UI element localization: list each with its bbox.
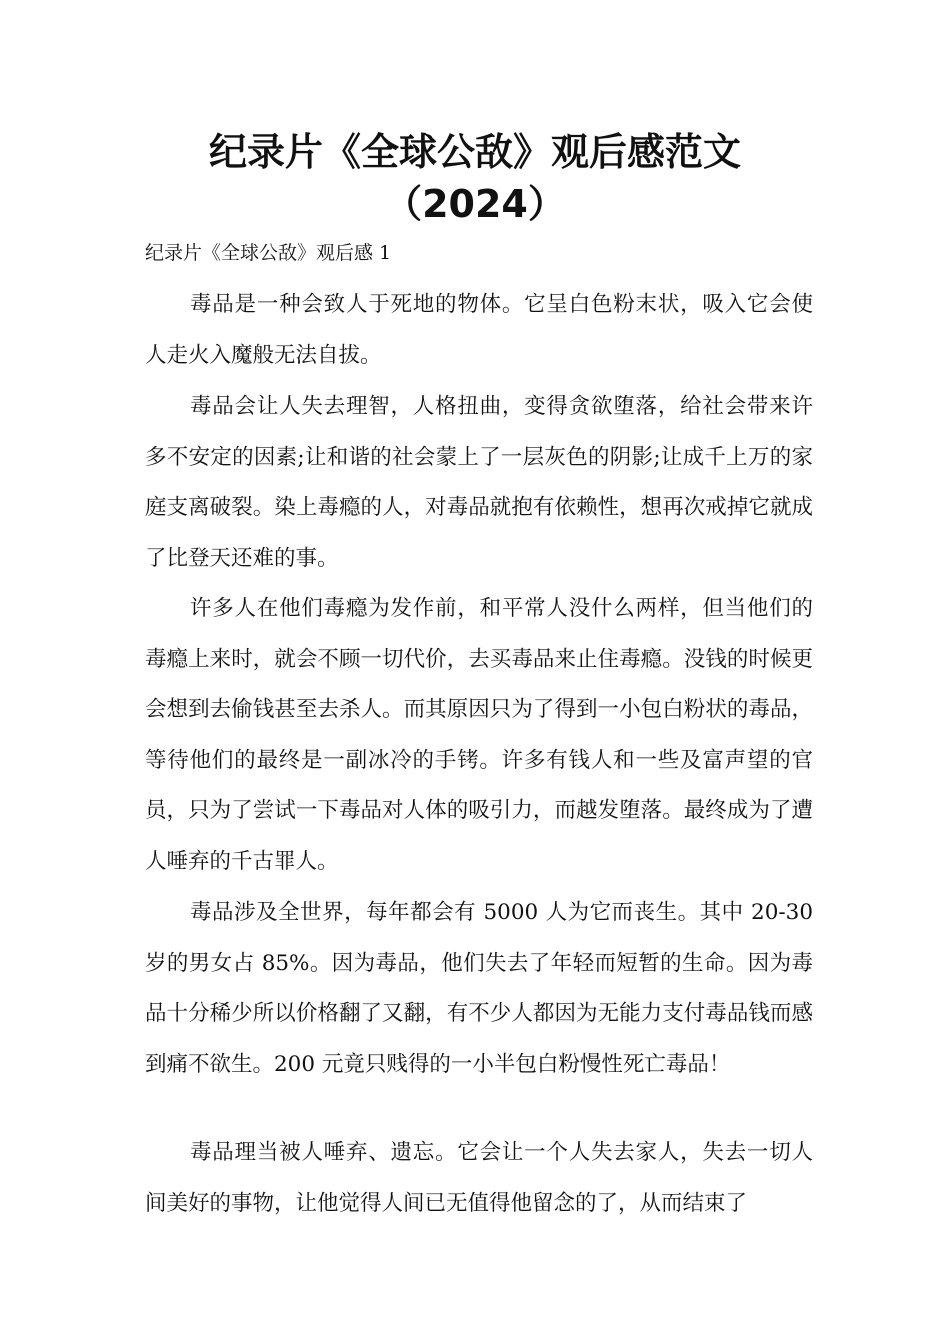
document-title-year: （2024） — [384, 182, 566, 226]
body-paragraph: 毒品会让人失去理智，人格扭曲，变得贪欲堕落，给社会带来许多不安定的因素;让和谐的社会蒙上了一层灰色的阴影;让成千上万的家庭支离破裂。染上毒瘾的人，对毒品就抱有依赖性，想再次戒掉它就成了比登天还难的事。 — [145, 394, 813, 571]
section-heading: 纪录片《全球公敌》观后感 1 — [145, 242, 392, 264]
body-paragraph: 毒品是一种会致人于死地的物体。它呈白色粉末状，吸入它会使人走火入魔般无法自拔。 — [145, 292, 813, 368]
body-paragraph: 毒品理当被人唾弃、遗忘。它会让一个人失去家人，失去一切人间美好的事物，让他觉得人间已无值得他留念的了，从而结束了 — [145, 1140, 813, 1216]
body-paragraph: 毒品涉及全世界，每年都会有 5000 人为它而丧生。其中 20-30岁的男女占 85%。因为毒品，他们失去了年轻而短暂的生命。因为毒品十分稀少所以价格翻了又翻，有不少人都因为无能力支付毒品钱而感到痛不欲生。200 元竟只贱得的一小半包白粉慢性死亡毒品！ — [145, 900, 813, 1077]
document-title: 纪录片《全球公敌》观后感范文 — [208, 130, 741, 174]
body-paragraph: 许多人在他们毒瘾为发作前，和平常人没什么两样，但当他们的毒瘾上来时，就会不顾一切代价，去买毒品来止住毒瘾。没钱的时候更会想到去偷钱甚至去杀人。而其原因只为了得到一小包白粉状的毒品，等待他们的最终是一副冰冷的手铐。许多有钱人和一些及富声望的官员，只为了尝试一下毒品对人体的吸引力，而越发堕落。最终成为了遭人唾弃的千古罪人。 — [145, 596, 813, 874]
